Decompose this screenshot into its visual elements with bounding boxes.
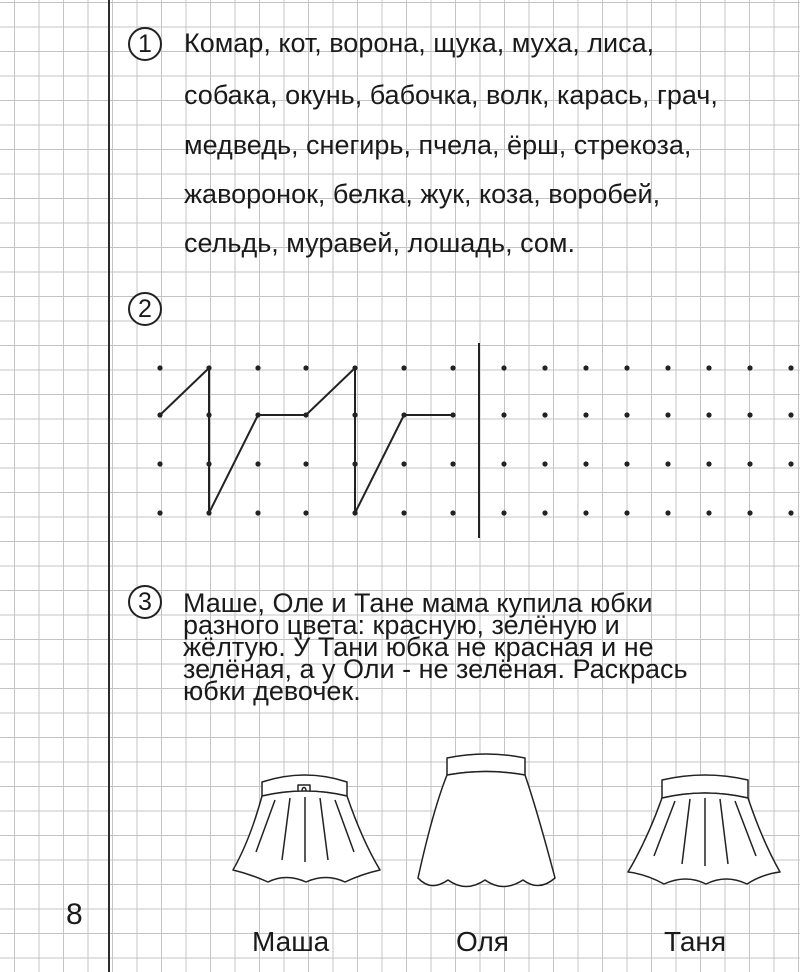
task-3-number: 3	[128, 585, 162, 619]
task-1-line: жаворонок, белка, жук, коза, воробей,	[184, 179, 661, 209]
task-1-line: собака, окунь, бабочка, волк, карась, грач,	[184, 80, 718, 110]
task-2-number: 2	[128, 292, 162, 326]
task-3-line: юбки девочек.	[183, 676, 361, 706]
tanya-skirt-outline[interactable]	[628, 775, 780, 884]
olya-skirt-outline[interactable]	[418, 754, 555, 887]
page-number: 8	[66, 898, 83, 931]
task-1-line: Комар, кот, ворона, щука, муха, лиса,	[184, 28, 655, 58]
task-1-line: сельдь, муравей, лошадь, сом.	[184, 228, 575, 258]
name-label-tanya: Таня	[664, 926, 727, 957]
task-3-line: зелёная, а у Оли - не зелёная. Раскрась	[183, 654, 688, 684]
task-3-line: разного цвета: красную, зелёную и	[183, 610, 620, 640]
task-3-line: жёлтую. У Тани юбка не красная и не	[183, 632, 654, 662]
name-label-olya: Оля	[456, 926, 509, 957]
task-3-line: Маше, Оле и Тане мама купила юбки	[183, 588, 653, 618]
task-1-line: медведь, снегирь, пчела, ёрш, стрекоза,	[184, 130, 692, 160]
masha-skirt-outline[interactable]	[233, 775, 380, 882]
task-1-number: 1	[128, 27, 162, 61]
name-label-masha: Маша	[252, 926, 330, 957]
